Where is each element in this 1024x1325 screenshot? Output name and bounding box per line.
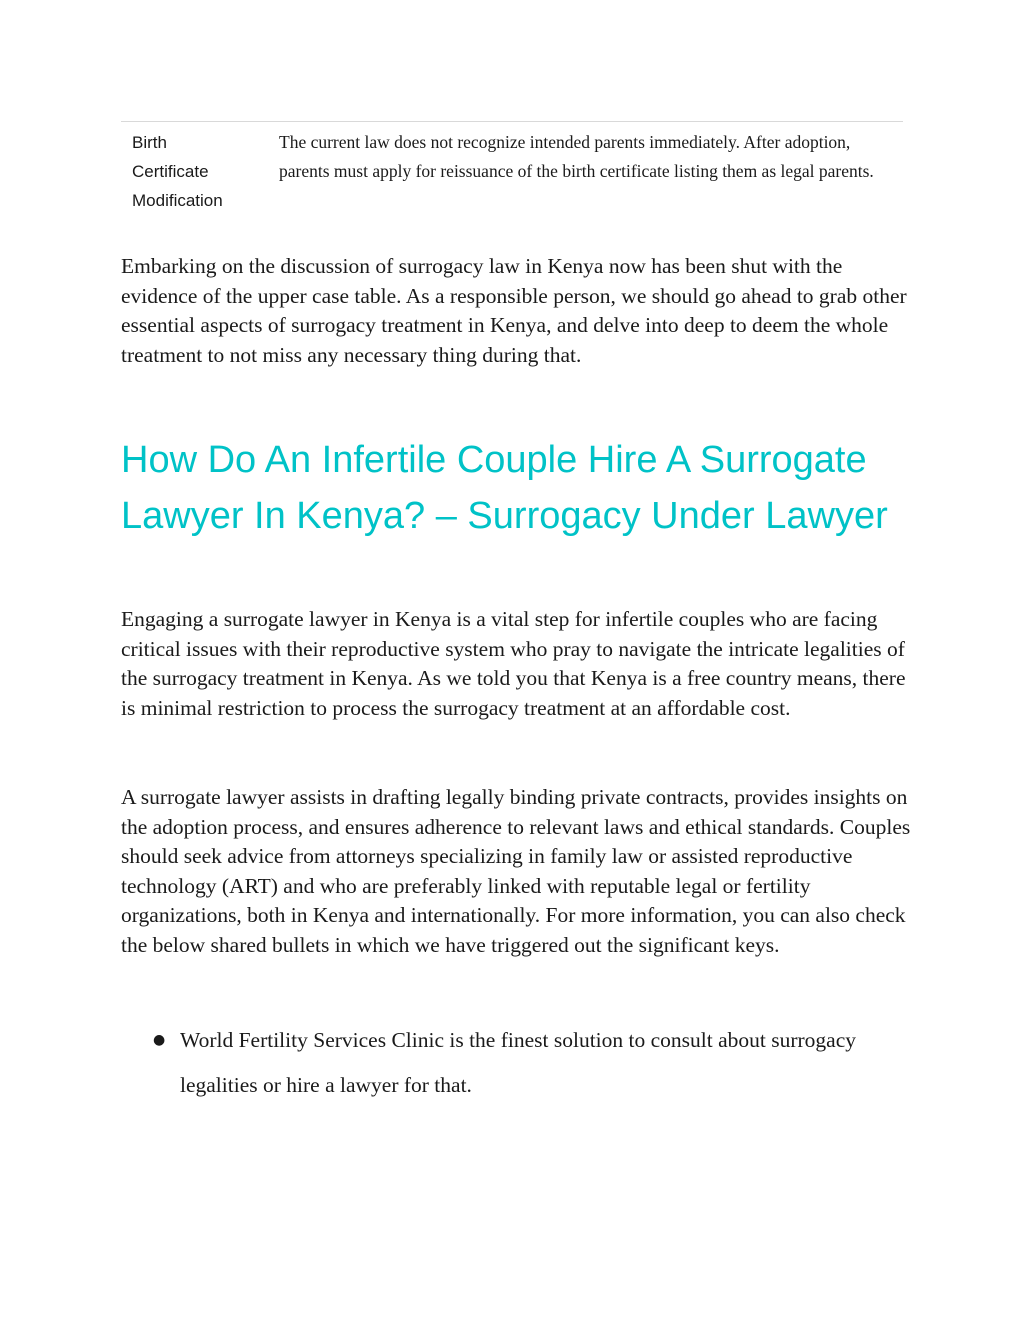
body-paragraph: A surrogate lawyer assists in drafting legally binding private contracts, provides insights on the adoption process, and ensures adherence to relevant laws and ethical standards. Couples should seek advice from attorneys specializing in family law or assisted reproductive technology (ART) and who are preferably linked with reputable legal or fertility organizations, both in Kenya and internationally. For more information, you can also check the below shared bullets in which we have triggered out the significant keys. (121, 785, 911, 957)
list-item (121, 1018, 911, 1107)
intro-paragraph: Embarking on the discussion of surrogacy law in Kenya now has been shut with the evidence of the upper case table. As a responsible person, we should go ahead to grab other essential aspects of surrogacy treatment in Kenya, and delve into deep to deem the whole treatment to not miss any necessary thing during that. (121, 254, 907, 367)
table-top-border (121, 121, 903, 122)
table-cell-value: The current law does not recognize intended parents immediately. After adoption, parents must apply for reissuance of the birth certificate listing them as legal parents. (279, 132, 874, 181)
body-paragraph: Engaging a surrogate lawyer in Kenya is a vital step for infertile couples who are facing critical issues with their reproductive system who pray to navigate the intricate legalities of the surrogacy treatment in Kenya. As we told you that Kenya is a free country means, there is minimal restriction to process the surrogacy treatment at an affordable cost. (121, 607, 906, 720)
list-item-text: World Fertility Services Clinic is the finest solution to consult about surrogacy legalities or hire a lawyer for that. (180, 1028, 857, 1097)
table-cell-label: Birth Certificate Modification (132, 133, 223, 210)
bullet-list (121, 1018, 911, 1107)
section-heading: How Do An Infertile Couple Hire A Surrogate Lawyer In Kenya? – Surrogacy Under Lawyer (121, 439, 888, 537)
bullet-icon: ● (153, 1032, 166, 1048)
